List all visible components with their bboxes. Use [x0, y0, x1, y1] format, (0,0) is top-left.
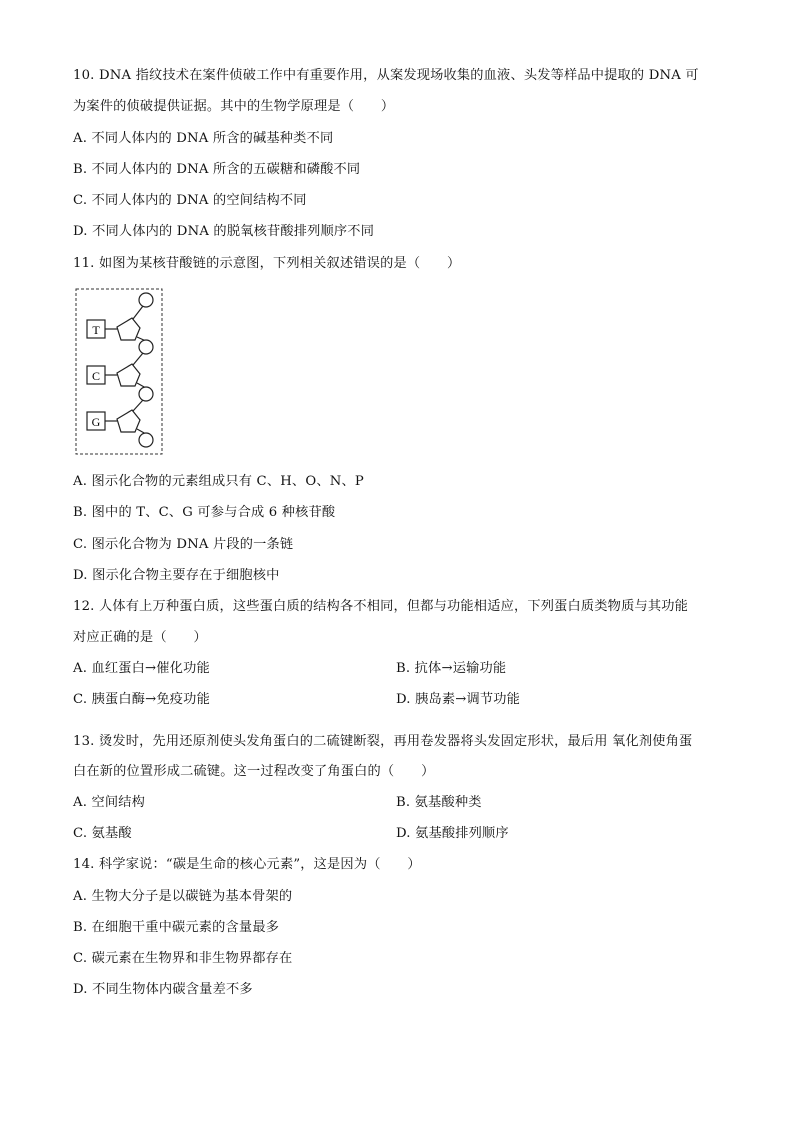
q12-option-b: B. 抗体→运输功能 — [396, 661, 507, 676]
q12-option-c: C. 胰蛋白酶→免疫功能 — [73, 692, 210, 707]
q12-option-a: A. 血红蛋白→催化功能 — [73, 661, 210, 676]
q11-option-a: A. 图示化合物的元素组成只有 C、H、O、N、P — [73, 474, 364, 489]
q13-option-b: B. 氨基酸种类 — [396, 795, 482, 810]
sugar-pentagon — [117, 364, 140, 386]
q14-option-d: D. 不同生物体内碳含量差不多 — [73, 982, 253, 997]
base-label: T — [92, 323, 100, 337]
phosphate-circle — [139, 340, 153, 354]
phosphate-circle — [139, 433, 153, 447]
q10-option-d: D. 不同人体内的 DNA 的脱氧核苷酸排列顺序不同 — [73, 224, 375, 239]
q10-option-b: B. 不同人体内的 DNA 所含的五碳糖和磷酸不同 — [73, 162, 361, 177]
phosphate-circle — [139, 387, 153, 401]
nucleotide-2 — [87, 353, 146, 388]
q11-option-c: C. 图示化合物为 DNA 片段的一条链 — [73, 537, 294, 552]
q11-option-b: B. 图中的 T、C、G 可参与合成 6 种核苷酸 — [73, 505, 336, 520]
q14-stem: 14. 科学家说：“碳是生命的核心元素”，这是因为（ ） — [73, 857, 421, 872]
q10-stem-line1: 10. DNA 指纹技术在案件侦破工作中有重要作用，从案发现场收集的血液、头发等样品中提取的 DNA 可 — [73, 68, 699, 83]
nucleotide-1 — [87, 293, 153, 341]
nucleotide-3 — [87, 400, 146, 434]
q13-stem-line2: 白在新的位置形成二硫键。这一过程改变了角蛋白的（ ） — [73, 764, 435, 779]
q12-option-d: D. 胰岛素→调节功能 — [396, 692, 521, 707]
q14-option-a: A. 生物大分子是以碳链为基本骨架的 — [73, 889, 293, 904]
q12-stem-line2: 对应正确的是（ ） — [73, 630, 207, 645]
q10-option-a: A. 不同人体内的 DNA 所含的碱基种类不同 — [73, 131, 334, 146]
q14-option-b: B. 在细胞干重中碳元素的含量最多 — [73, 920, 280, 935]
q13-option-a: A. 空间结构 — [73, 795, 146, 810]
sugar-pentagon — [117, 318, 140, 340]
phosphate-circle — [139, 293, 153, 307]
sugar-pentagon — [117, 410, 140, 432]
q14-option-c: C. 碳元素在生物界和非生物界都存在 — [73, 951, 293, 966]
q13-option-c: C. 氨基酸 — [73, 826, 132, 841]
q10-stem-line2: 为案件的侦破提供证据。其中的生物学原理是（ ） — [73, 99, 395, 114]
q13-stem-line1: 13. 烫发时，先用还原剂使头发角蛋白的二硫键断裂，再用卷发器将头发固定形状，最后用 氧化剂使角蛋 — [73, 734, 693, 749]
q11-stem: 11. 如图为某核苷酸链的示意图，下列相关叙述错误的是（ ） — [73, 256, 461, 271]
nucleotide-chain-diagram — [74, 287, 166, 457]
q13-option-d: D. 氨基酸排列顺序 — [396, 826, 509, 841]
q10-option-c: C. 不同人体内的 DNA 的空间结构不同 — [73, 193, 307, 208]
base-label: C — [91, 369, 101, 383]
base-label: G — [91, 415, 101, 429]
q11-option-d: D. 图示化合物主要存在于细胞核中 — [73, 568, 280, 583]
q12-stem-line1: 12. 人体有上万种蛋白质，这些蛋白质的结构各不相同，但都与功能相适应，下列蛋白质类物质与其功能 — [73, 599, 689, 614]
